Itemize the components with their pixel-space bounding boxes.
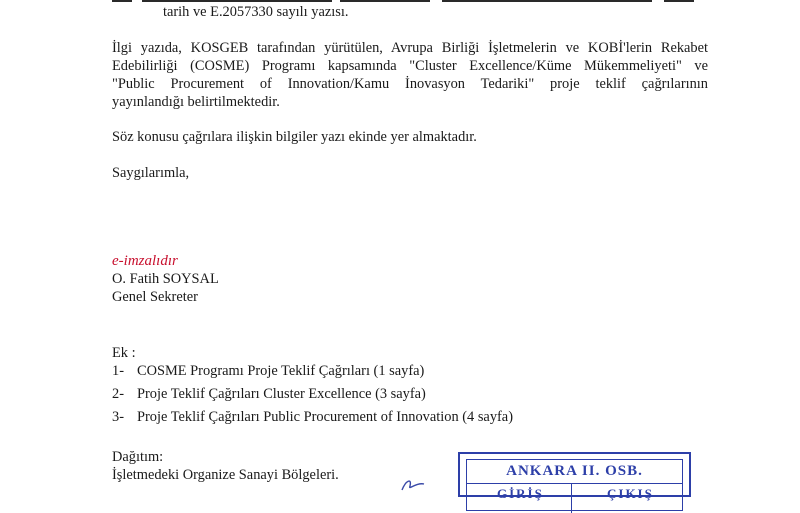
paragraph-1-line-2: Edebilirliği (COSME) Programı kapsamında "Cluster Excellence/Küme Mükemmeliyeti" ve bbox=[112, 58, 708, 74]
attachment-item-1: COSME Programı Proje Teklif Çağrıları (1 sayfa) bbox=[137, 363, 425, 379]
attachment-number-2: 2- bbox=[112, 386, 124, 402]
paragraph-1-line-3: "Public Procurement of Innovation/Kamu İnovasyon Tedariki" proje teklif çağrılarının bbox=[112, 76, 708, 92]
signatory-name: O. Fatih SOYSAL bbox=[112, 271, 219, 287]
reference-continuation: tarih ve E.2057330 sayılı yazısı. bbox=[163, 4, 349, 20]
stamp-exit-label: ÇIKIŞ bbox=[607, 486, 654, 501]
stamp-column-divider bbox=[571, 483, 572, 513]
e-signature-note: e-imzalıdır bbox=[112, 253, 178, 269]
handwritten-initial bbox=[398, 476, 428, 492]
attachments-heading: Ek : bbox=[112, 345, 136, 361]
paragraph-1-line-1: İlgi yazıda, KOSGEB tarafından yürütülen, Avrupa Birliği İşletmelerin ve KOBİ'lerin Rekabet bbox=[112, 40, 708, 56]
distribution-heading: Dağıtım: bbox=[112, 449, 164, 465]
stamp-inner-frame bbox=[466, 459, 683, 511]
paragraph-2: Söz konusu çağrılara ilişkin bilgiler yazı ekinde yer almaktadır. bbox=[112, 129, 477, 145]
attachment-number-1: 1- bbox=[112, 363, 124, 379]
distribution-recipient: İşletmedeki Organize Sanayi Bölgeleri. bbox=[112, 467, 339, 483]
stamp-title: ANKARA II. OSB. bbox=[506, 463, 643, 479]
attachment-item-3: Proje Teklif Çağrıları Public Procurement of Innovation (4 sayfa) bbox=[137, 409, 513, 425]
stamp-divider bbox=[467, 483, 682, 484]
received-stamp bbox=[458, 452, 691, 501]
signatory-title: Genel Sekreter bbox=[112, 289, 198, 305]
attachment-number-3: 3- bbox=[112, 409, 124, 425]
closing-salutation: Saygılarımla, bbox=[112, 165, 190, 181]
stamp-entry-label: GİRİŞ bbox=[497, 486, 544, 501]
paragraph-1-line-4: yayınlandığı belirtilmektedir. bbox=[112, 94, 280, 110]
attachment-item-2: Proje Teklif Çağrıları Cluster Excellence (3 sayfa) bbox=[137, 386, 426, 402]
cropped-previous-line bbox=[112, 0, 712, 2]
